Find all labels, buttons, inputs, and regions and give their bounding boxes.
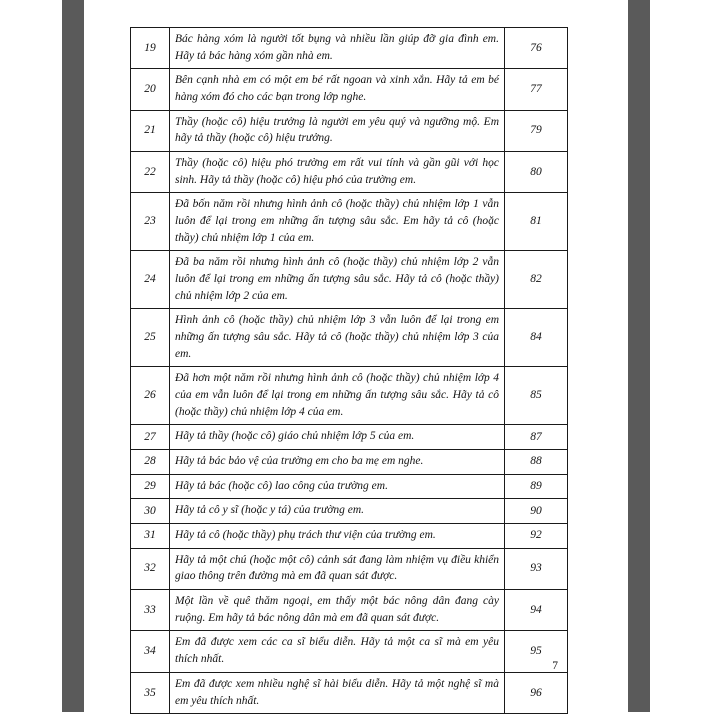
row-index-cell: 27 bbox=[131, 425, 170, 450]
row-index-cell: 19 bbox=[131, 28, 170, 69]
table-row bbox=[131, 110, 568, 151]
row-index-cell: 35 bbox=[131, 672, 170, 713]
row-topic-cell: Hãy tả bác bảo vệ của trường em cho ba mẹ em nghe. bbox=[170, 450, 505, 475]
table-row bbox=[131, 450, 568, 475]
table-row bbox=[131, 590, 568, 631]
row-topic-cell: Hãy tả thầy (hoặc cô) giáo chủ nhiệm lớp 5 của em. bbox=[170, 425, 505, 450]
row-index-cell: 29 bbox=[131, 474, 170, 499]
table-row bbox=[131, 548, 568, 589]
row-topic-cell: Đã hơn một năm rồi nhưng hình ảnh cô (hoặc thầy) chủ nhiệm lớp 4 của em vẫn luôn để lại trong em những ấn tượng sâu sắc. Hãy tả cô (hoặc thầy) chủ nhiệm lớp 4 của em. bbox=[170, 367, 505, 425]
table-body bbox=[131, 28, 568, 714]
row-page-cell: 93 bbox=[505, 548, 568, 589]
row-index-cell: 23 bbox=[131, 193, 170, 251]
row-topic-cell: Hình ảnh cô (hoặc thầy) chủ nhiệm lớp 3 vẫn luôn để lại trong em những ấn tượng sâu sắc. Hãy tả cô (hoặc thầy) chủ nhiệm lớp 3 của em. bbox=[170, 309, 505, 367]
row-page-cell: 77 bbox=[505, 69, 568, 110]
row-index-cell: 20 bbox=[131, 69, 170, 110]
row-topic-cell: Em đã được xem các ca sĩ biểu diễn. Hãy tả một ca sĩ mà em yêu thích nhất. bbox=[170, 631, 505, 672]
row-index-cell: 30 bbox=[131, 499, 170, 524]
row-topic-cell: Bên cạnh nhà em có một em bé rất ngoan và xinh xắn. Hãy tả em bé hàng xóm đó cho các bạn trong lớp nghe. bbox=[170, 69, 505, 110]
row-page-cell: 76 bbox=[505, 28, 568, 69]
table-row bbox=[131, 193, 568, 251]
row-index-cell: 32 bbox=[131, 548, 170, 589]
row-page-cell: 88 bbox=[505, 450, 568, 475]
row-topic-cell: Hãy tả bác (hoặc cô) lao công của trường em. bbox=[170, 474, 505, 499]
row-index-cell: 24 bbox=[131, 251, 170, 309]
row-topic-cell: Hãy tả cô (hoặc thầy) phụ trách thư viện của trường em. bbox=[170, 524, 505, 549]
row-topic-cell: Hãy tả một chú (hoặc một cô) cảnh sát đang làm nhiệm vụ điều khiển giao thông trên đường mà em đã quan sát được. bbox=[170, 548, 505, 589]
scan-gutter-right bbox=[628, 0, 650, 712]
row-index-cell: 31 bbox=[131, 524, 170, 549]
row-page-cell: 79 bbox=[505, 110, 568, 151]
row-page-cell: 82 bbox=[505, 251, 568, 309]
row-page-cell: 96 bbox=[505, 672, 568, 713]
table-row bbox=[131, 69, 568, 110]
topic-index-table bbox=[130, 27, 568, 714]
page-margin-right bbox=[650, 0, 712, 712]
row-page-cell: 92 bbox=[505, 524, 568, 549]
table-row bbox=[131, 309, 568, 367]
row-page-cell: 95 bbox=[505, 631, 568, 672]
row-topic-cell: Hãy tả cô y sĩ (hoặc y tá) của trường em. bbox=[170, 499, 505, 524]
row-page-cell: 87 bbox=[505, 425, 568, 450]
row-index-cell: 21 bbox=[131, 110, 170, 151]
row-index-cell: 26 bbox=[131, 367, 170, 425]
page-margin-left bbox=[0, 0, 62, 712]
row-index-cell: 33 bbox=[131, 590, 170, 631]
page-number: 7 bbox=[552, 660, 558, 672]
table-row bbox=[131, 367, 568, 425]
row-page-cell: 85 bbox=[505, 367, 568, 425]
table-row bbox=[131, 152, 568, 193]
table-row bbox=[131, 672, 568, 713]
row-page-cell: 84 bbox=[505, 309, 568, 367]
scan-gutter-left bbox=[62, 0, 84, 712]
row-page-cell: 80 bbox=[505, 152, 568, 193]
row-topic-cell: Đã bốn năm rồi nhưng hình ảnh cô (hoặc thầy) chủ nhiệm lớp 1 vẫn luôn để lại trong em những ấn tượng sâu sắc. Em hãy tả cô (hoặc thầy) chủ nhiệm lớp 1 của em. bbox=[170, 193, 505, 251]
row-page-cell: 89 bbox=[505, 474, 568, 499]
page-sheet bbox=[84, 0, 628, 712]
table-row bbox=[131, 425, 568, 450]
table-row bbox=[131, 524, 568, 549]
row-topic-cell: Em đã được xem nhiều nghệ sĩ hài biểu diễn. Hãy tả một nghệ sĩ mà em yêu thích nhất. bbox=[170, 672, 505, 713]
table-row bbox=[131, 28, 568, 69]
row-index-cell: 25 bbox=[131, 309, 170, 367]
row-page-cell: 81 bbox=[505, 193, 568, 251]
row-index-cell: 28 bbox=[131, 450, 170, 475]
row-topic-cell: Một lần về quê thăm ngoại, em thấy một bác nông dân đang cày ruộng. Em hãy tả bác nông dân mà em đã quan sát được. bbox=[170, 590, 505, 631]
table-row bbox=[131, 474, 568, 499]
table-row bbox=[131, 499, 568, 524]
row-page-cell: 94 bbox=[505, 590, 568, 631]
row-page-cell: 90 bbox=[505, 499, 568, 524]
row-index-cell: 22 bbox=[131, 152, 170, 193]
row-topic-cell: Đã ba năm rồi nhưng hình ảnh cô (hoặc thầy) chủ nhiệm lớp 2 vẫn luôn để lại trong em những ấn tượng sâu sắc. Hãy tả cô (hoặc thầy) chủ nhiệm lớp 2 của em. bbox=[170, 251, 505, 309]
row-index-cell: 34 bbox=[131, 631, 170, 672]
row-topic-cell: Thầy (hoặc cô) hiệu phó trường em rất vui tính và gần gũi với học sinh. Hãy tả thầy (hoặc cô) hiệu phó của trường em. bbox=[170, 152, 505, 193]
row-topic-cell: Bác hàng xóm là người tốt bụng và nhiều lần giúp đỡ gia đình em. Hãy tả bác hàng xóm gần nhà em. bbox=[170, 28, 505, 69]
table-row bbox=[131, 251, 568, 309]
row-topic-cell: Thầy (hoặc cô) hiệu trưởng là người em yêu quý và ngưỡng mộ. Em hãy tả thầy (hoặc cô) hiệu trưởng. bbox=[170, 110, 505, 151]
